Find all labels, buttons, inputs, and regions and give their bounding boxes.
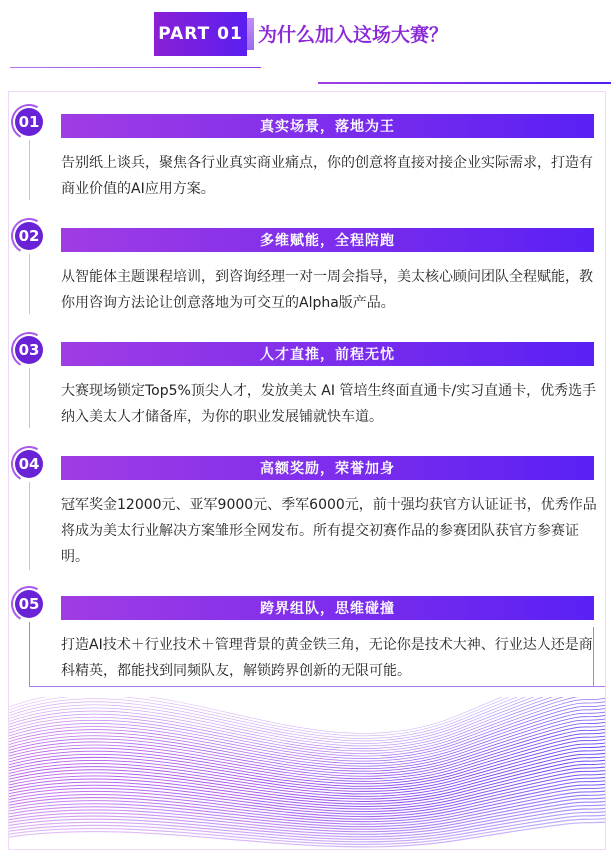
content-card (8, 91, 606, 850)
section-number-badge: 05 (15, 590, 43, 618)
part-badge: PART 01 (154, 12, 247, 56)
header-divider-left (10, 67, 261, 68)
page-title: 为什么加入这场大赛？ (258, 24, 449, 46)
timeline-line (29, 140, 30, 200)
section-text: 大赛现场锁定Top5%顶尖人才，发放美太 AI 管培生终面直通卡/实习直通卡，优秀选手纳入美太人才储备库，为你的职业发展铺就快车道。 (61, 383, 597, 425)
section-title: 人才直推，前程无忧 (61, 342, 594, 366)
timeline-line (29, 254, 30, 314)
section-text: 告别纸上谈兵，聚焦各行业真实商业痛点，你的创意将直接对接企业实际需求，打造有商业价值的AI应用方案。 (61, 155, 593, 197)
section-5-frame-bottom (29, 686, 606, 687)
section-title: 跨界组队，思维碰撞 (61, 596, 594, 620)
section-number-badge: 02 (15, 222, 43, 250)
section-5-frame-left (29, 622, 30, 687)
header-divider-right (318, 82, 611, 84)
section-text: 冠军奖金12000元、亚军9000元、季军6000元，前十强均获官方认证证书，优秀作品将成为美太行业解决方案雏形全网发布。所有提交初赛作品的参赛团队获官方参赛证明。 (61, 497, 597, 565)
section-5-frame-right (593, 627, 594, 686)
section-text: 从智能体主题课程培训，到咨询经理一对一周会指导，美太核心顾问团队全程赋能，教你用咨询方法论让创意落地为可交互的Alpha版产品。 (61, 269, 593, 311)
timeline-line (29, 368, 30, 428)
section-header (0, 0, 616, 90)
wave-line (9, 697, 606, 736)
section-number-badge: 01 (15, 108, 43, 136)
section-title: 多维赋能，全程陪跑 (61, 228, 594, 252)
wave-lines-decoration (9, 697, 606, 850)
section-title: 真实场景，落地为王 (61, 114, 594, 138)
timeline-line (29, 482, 30, 570)
section-title: 高额奖励，荣誉加身 (61, 456, 594, 480)
section-text: 打造AI技术＋行业技术＋管理背景的黄金铁三角，无论你是技术大神、行业达人还是商科精英，都能找到同频队友，解锁跨界创新的无限可能。 (61, 637, 593, 679)
section-number-badge: 03 (15, 336, 43, 364)
section-number-badge: 04 (15, 450, 43, 478)
